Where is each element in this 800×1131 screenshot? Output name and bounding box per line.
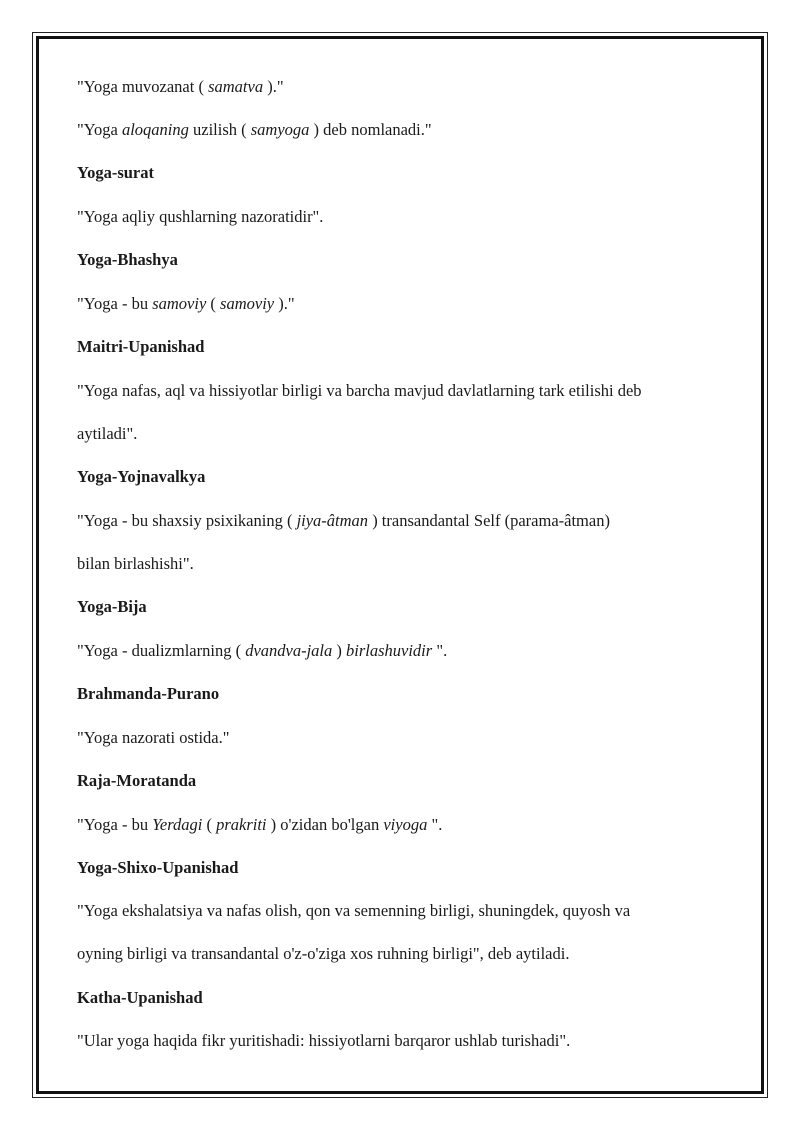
section-heading: Maitri-Upanishad: [77, 337, 205, 356]
quote-line: "Yoga aqliy qushlarning nazoratidir".: [77, 207, 324, 226]
section-heading: Raja-Moratanda: [77, 771, 197, 790]
quote-line: "Yoga - bu samoviy ( samoviy ).": [77, 294, 295, 313]
quote-line: "Yoga - bu shaxsiy psixikaning ( jiya-âtman ) transandantal Self (parama-âtman): [77, 511, 610, 530]
quote-line: "Yoga - bu Yerdagi ( prakriti ) o'zidan bo'lgan viyoga ".: [77, 815, 443, 834]
section-heading: Brahmanda-Purano: [77, 684, 220, 703]
quote-line: bilan birlashishi".: [77, 554, 194, 573]
section-heading: Katha-Upanishad: [77, 988, 203, 1007]
section-heading: Yoga-Shixo-Upanishad: [77, 858, 239, 877]
quote-line: oyning birligi va transandantal o'z-o'ziga xos ruhning birligi", deb aytiladi.: [77, 944, 570, 963]
quote-line: aytiladi".: [77, 424, 138, 443]
section-heading: Yoga-Bija: [77, 597, 147, 616]
quote-line: "Yoga aloqaning uzilish ( samyoga ) deb nomlanadi.": [77, 120, 432, 139]
quote-line: "Yoga ekshalatsiya va nafas olish, qon va semenning birligi, shuningdek, quyosh va: [77, 901, 631, 920]
quote-line: "Yoga nafas, aql va hissiyotlar birligi va barcha mavjud davlatlarning tark etilishi deb: [77, 381, 642, 400]
quote-line: "Yoga nazorati ostida.": [77, 728, 230, 747]
section-heading: Yoga-Bhashya: [77, 250, 178, 269]
quote-line: "Yoga - dualizmlarning ( dvandva-jala ) birlashuvidir ".: [77, 641, 448, 660]
quote-line: "Ular yoga haqida fikr yuritishadi: hissiyotlarni barqaror ushlab turishadi".: [77, 1031, 571, 1050]
section-heading: Yoga-Yojnavalkya: [77, 467, 206, 486]
quote-line: "Yoga muvozanat ( samatva ).": [77, 77, 284, 96]
section-heading: Yoga-surat: [77, 163, 154, 182]
